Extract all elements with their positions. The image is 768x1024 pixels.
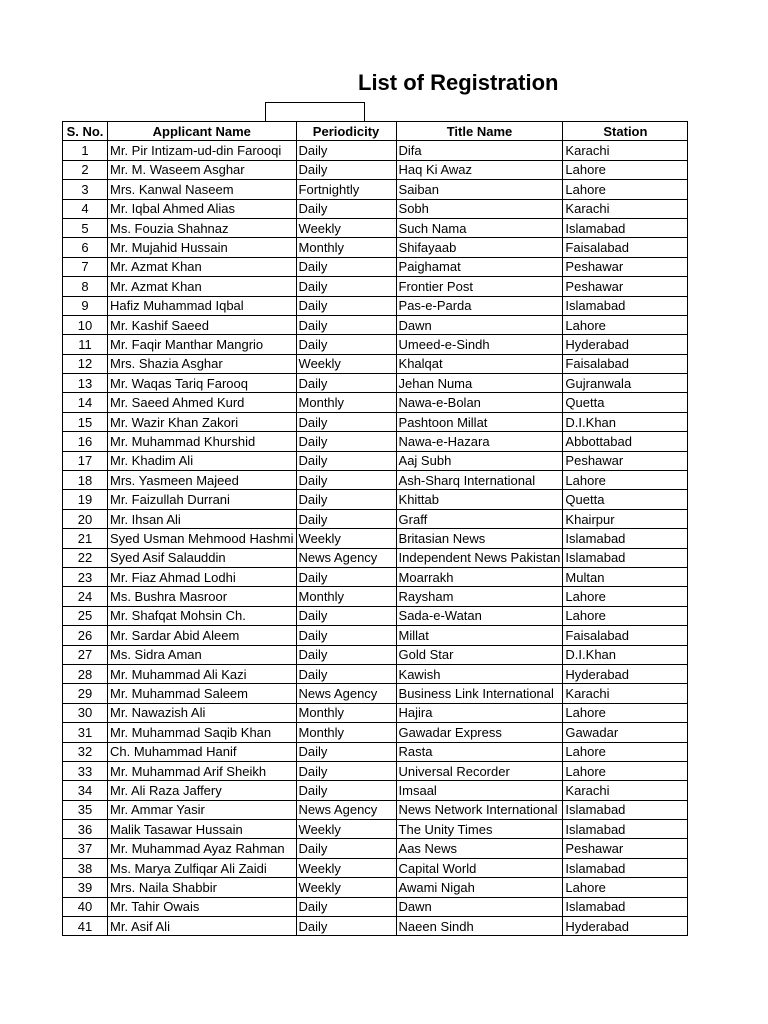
cell-station: Abbottabad	[563, 432, 688, 451]
table-row	[63, 141, 688, 160]
header-periodicity: Periodicity	[296, 122, 396, 141]
cell-periodicity: Daily	[296, 606, 396, 625]
cell-title-name: Dawn	[396, 315, 563, 334]
cell-sno: 30	[63, 703, 108, 722]
cell-station: Karachi	[563, 781, 688, 800]
cell-title-name: Gold Star	[396, 645, 563, 664]
cell-sno: 7	[63, 257, 108, 276]
cell-station: Islamabad	[563, 897, 688, 916]
cell-sno: 38	[63, 858, 108, 877]
table-row	[63, 180, 688, 199]
cell-applicant-name: Mr. Khadim Ali	[108, 451, 297, 470]
cell-applicant-name: Ms. Marya Zulfiqar Ali Zaidi	[108, 858, 297, 877]
cell-applicant-name: Mr. Faizullah Durrani	[108, 490, 297, 509]
cell-station: Islamabad	[563, 218, 688, 237]
cell-title-name: Capital World	[396, 858, 563, 877]
cell-title-name: Raysham	[396, 587, 563, 606]
cell-station: Lahore	[563, 160, 688, 179]
cell-station: D.I.Khan	[563, 645, 688, 664]
cell-periodicity: Monthly	[296, 587, 396, 606]
cell-title-name: Pas-e-Parda	[396, 296, 563, 315]
table-row	[63, 199, 688, 218]
cell-title-name: Such Nama	[396, 218, 563, 237]
page-title: List of Registration	[358, 70, 559, 95]
cell-sno: 25	[63, 606, 108, 625]
cell-sno: 21	[63, 529, 108, 548]
cell-title-name: Aaj Subh	[396, 451, 563, 470]
table-row	[63, 645, 688, 664]
cell-title-name: Naeen Sindh	[396, 917, 563, 936]
table-row	[63, 897, 688, 916]
cell-title-name: Haq Ki Awaz	[396, 160, 563, 179]
cell-periodicity: Weekly	[296, 878, 396, 897]
cell-sno: 14	[63, 393, 108, 412]
cell-applicant-name: Ch. Muhammad Hanif	[108, 742, 297, 761]
cell-sno: 12	[63, 354, 108, 373]
cell-periodicity: Daily	[296, 897, 396, 916]
cell-station: Lahore	[563, 471, 688, 490]
table-row	[63, 374, 688, 393]
table-row	[63, 335, 688, 354]
cell-station: Hyderabad	[563, 917, 688, 936]
cell-applicant-name: Malik Tasawar Hussain	[108, 820, 297, 839]
cell-applicant-name: Ms. Fouzia Shahnaz	[108, 218, 297, 237]
cell-applicant-name: Mr. Ali Raza Jaffery	[108, 781, 297, 800]
cell-periodicity: Daily	[296, 451, 396, 470]
cell-periodicity: Daily	[296, 490, 396, 509]
cell-sno: 19	[63, 490, 108, 509]
header-applicant-name: Applicant Name	[108, 122, 297, 141]
cell-applicant-name: Mrs. Yasmeen Majeed	[108, 471, 297, 490]
cell-sno: 11	[63, 335, 108, 354]
cell-periodicity: Weekly	[296, 218, 396, 237]
cell-title-name: Umeed-e-Sindh	[396, 335, 563, 354]
cell-periodicity: Daily	[296, 471, 396, 490]
table-row	[63, 664, 688, 683]
cell-station: Lahore	[563, 606, 688, 625]
cell-title-name: Rasta	[396, 742, 563, 761]
table-row	[63, 917, 688, 936]
cell-sno: 17	[63, 451, 108, 470]
cell-station: Islamabad	[563, 548, 688, 567]
cell-station: Hyderabad	[563, 664, 688, 683]
cell-applicant-name: Mrs. Naila Shabbir	[108, 878, 297, 897]
cell-title-name: Britasian News	[396, 529, 563, 548]
cell-station: Khairpur	[563, 509, 688, 528]
cell-applicant-name: Mr. Waqas Tariq Farooq	[108, 374, 297, 393]
cell-periodicity: Daily	[296, 761, 396, 780]
cell-applicant-name: Mr. Faqir Manthar Mangrio	[108, 335, 297, 354]
cell-periodicity: Daily	[296, 199, 396, 218]
cell-station: Lahore	[563, 761, 688, 780]
cell-sno: 32	[63, 742, 108, 761]
cell-title-name: Millat	[396, 626, 563, 645]
cell-station: Karachi	[563, 684, 688, 703]
cell-sno: 26	[63, 626, 108, 645]
table-row	[63, 238, 688, 257]
cell-station: Hyderabad	[563, 335, 688, 354]
cell-periodicity: Daily	[296, 141, 396, 160]
cell-title-name: Universal Recorder	[396, 761, 563, 780]
table-row	[63, 878, 688, 897]
header-title-name: Title Name	[396, 122, 563, 141]
header-row	[63, 122, 688, 141]
cell-applicant-name: Mr. Muhammad Saleem	[108, 684, 297, 703]
cell-applicant-name: Mr. Muhammad Ali Kazi	[108, 664, 297, 683]
cell-title-name: Nawa-e-Bolan	[396, 393, 563, 412]
table-row	[63, 490, 688, 509]
cell-sno: 33	[63, 761, 108, 780]
table-row	[63, 509, 688, 528]
cell-station: Lahore	[563, 703, 688, 722]
cell-periodicity: Weekly	[296, 858, 396, 877]
cell-title-name: Hajira	[396, 703, 563, 722]
cell-applicant-name: Mr. Muhammad Saqib Khan	[108, 723, 297, 742]
cell-sno: 8	[63, 277, 108, 296]
cell-sno: 37	[63, 839, 108, 858]
cell-sno: 20	[63, 509, 108, 528]
table-row	[63, 296, 688, 315]
table-row	[63, 567, 688, 586]
table-row	[63, 742, 688, 761]
registration-table	[62, 121, 688, 936]
cell-station: Faisalabad	[563, 354, 688, 373]
cell-periodicity: Daily	[296, 412, 396, 431]
cell-applicant-name: Mr. Azmat Khan	[108, 257, 297, 276]
cell-title-name: Ash-Sharq International	[396, 471, 563, 490]
cell-title-name: Saiban	[396, 180, 563, 199]
cell-sno: 35	[63, 800, 108, 819]
cell-applicant-name: Hafiz Muhammad Iqbal	[108, 296, 297, 315]
cell-sno: 15	[63, 412, 108, 431]
cell-station: Lahore	[563, 742, 688, 761]
table-row	[63, 529, 688, 548]
cell-periodicity: Daily	[296, 917, 396, 936]
cell-title-name: Independent News Pakistan	[396, 548, 563, 567]
table-row	[63, 432, 688, 451]
cell-title-name: Awami Nigah	[396, 878, 563, 897]
header-sno: S. No.	[63, 122, 108, 141]
cell-applicant-name: Mrs. Kanwal Naseem	[108, 180, 297, 199]
cell-applicant-name: Mr. Saeed Ahmed Kurd	[108, 393, 297, 412]
table-row	[63, 218, 688, 237]
table-row	[63, 800, 688, 819]
table-row	[63, 839, 688, 858]
cell-applicant-name: Mr. Muhammad Ayaz Rahman	[108, 839, 297, 858]
table-row	[63, 723, 688, 742]
cell-title-name: Pashtoon Millat	[396, 412, 563, 431]
cell-applicant-name: Mr. Asif Ali	[108, 917, 297, 936]
cell-station: Peshawar	[563, 451, 688, 470]
cell-periodicity: Daily	[296, 664, 396, 683]
cell-sno: 10	[63, 315, 108, 334]
cell-periodicity: Daily	[296, 839, 396, 858]
cell-station: Karachi	[563, 199, 688, 218]
table-row	[63, 548, 688, 567]
cell-title-name: Kawish	[396, 664, 563, 683]
cell-station: Lahore	[563, 315, 688, 334]
cell-applicant-name: Mr. Shafqat Mohsin Ch.	[108, 606, 297, 625]
cell-station: Faisalabad	[563, 238, 688, 257]
cell-applicant-name: Mr. Pir Intizam-ud-din Farooqi	[108, 141, 297, 160]
cell-periodicity: Monthly	[296, 723, 396, 742]
cell-periodicity: Daily	[296, 296, 396, 315]
cell-sno: 2	[63, 160, 108, 179]
cell-station: Islamabad	[563, 296, 688, 315]
cell-station: Lahore	[563, 180, 688, 199]
cell-sno: 27	[63, 645, 108, 664]
cell-sno: 22	[63, 548, 108, 567]
cell-station: Lahore	[563, 878, 688, 897]
cell-periodicity: Daily	[296, 315, 396, 334]
cell-station: Islamabad	[563, 858, 688, 877]
cell-station: Quetta	[563, 393, 688, 412]
cell-periodicity: Daily	[296, 432, 396, 451]
cell-station: Gawadar	[563, 723, 688, 742]
cell-periodicity: Monthly	[296, 393, 396, 412]
cell-applicant-name: Mr. Muhammad Khurshid	[108, 432, 297, 451]
cell-sno: 18	[63, 471, 108, 490]
cell-applicant-name: Mr. Mujahid Hussain	[108, 238, 297, 257]
table-row	[63, 257, 688, 276]
cell-title-name: Khalqat	[396, 354, 563, 373]
cell-applicant-name: Ms. Sidra Aman	[108, 645, 297, 664]
cell-periodicity: Daily	[296, 160, 396, 179]
cell-periodicity: News Agency	[296, 684, 396, 703]
cell-sno: 29	[63, 684, 108, 703]
cell-sno: 9	[63, 296, 108, 315]
cell-sno: 40	[63, 897, 108, 916]
table-row	[63, 858, 688, 877]
cell-title-name: Gawadar Express	[396, 723, 563, 742]
cell-applicant-name: Mr. Azmat Khan	[108, 277, 297, 296]
table-row	[63, 703, 688, 722]
cell-applicant-name: Mr. Kashif Saeed	[108, 315, 297, 334]
cell-periodicity: Fortnightly	[296, 180, 396, 199]
cell-periodicity: Daily	[296, 626, 396, 645]
cell-station: Peshawar	[563, 257, 688, 276]
cell-title-name: The Unity Times	[396, 820, 563, 839]
cell-periodicity: Daily	[296, 335, 396, 354]
cell-applicant-name: Mr. M. Waseem Asghar	[108, 160, 297, 179]
cell-station: Faisalabad	[563, 626, 688, 645]
cell-station: Islamabad	[563, 820, 688, 839]
cell-applicant-name: Mr. Nawazish Ali	[108, 703, 297, 722]
cell-title-name: Paighamat	[396, 257, 563, 276]
table-row	[63, 761, 688, 780]
header-station: Station	[563, 122, 688, 141]
cell-title-name: Shifayaab	[396, 238, 563, 257]
cell-title-name: Dawn	[396, 897, 563, 916]
cell-station: Gujranwala	[563, 374, 688, 393]
cell-periodicity: Weekly	[296, 354, 396, 373]
cell-periodicity: Daily	[296, 374, 396, 393]
cell-periodicity: Monthly	[296, 238, 396, 257]
cell-title-name: Aas News	[396, 839, 563, 858]
cell-station: Islamabad	[563, 529, 688, 548]
cell-station: Quetta	[563, 490, 688, 509]
cell-applicant-name: Mrs. Shazia Asghar	[108, 354, 297, 373]
cell-title-name: Sada-e-Watan	[396, 606, 563, 625]
cell-title-name: Business Link International	[396, 684, 563, 703]
table-body	[63, 141, 688, 936]
cell-applicant-name: Ms. Bushra Masroor	[108, 587, 297, 606]
cell-sno: 23	[63, 567, 108, 586]
cell-sno: 28	[63, 664, 108, 683]
cell-title-name: Moarrakh	[396, 567, 563, 586]
table-row	[63, 160, 688, 179]
cell-sno: 1	[63, 141, 108, 160]
table-row	[63, 277, 688, 296]
cell-applicant-name: Mr. Sardar Abid Aleem	[108, 626, 297, 645]
cell-title-name: News Network International	[396, 800, 563, 819]
cell-periodicity: Daily	[296, 781, 396, 800]
cell-sno: 16	[63, 432, 108, 451]
table-row	[63, 626, 688, 645]
cell-periodicity: Daily	[296, 257, 396, 276]
cell-periodicity: News Agency	[296, 548, 396, 567]
cell-sno: 31	[63, 723, 108, 742]
cell-applicant-name: Mr. Iqbal Ahmed Alias	[108, 199, 297, 218]
cell-title-name: Difa	[396, 141, 563, 160]
table-row	[63, 587, 688, 606]
cell-title-name: Graff	[396, 509, 563, 528]
table-row	[63, 451, 688, 470]
cell-periodicity: Daily	[296, 567, 396, 586]
table-row	[63, 781, 688, 800]
cell-periodicity: Weekly	[296, 529, 396, 548]
cell-applicant-name: Mr. Ihsan Ali	[108, 509, 297, 528]
cell-periodicity: Daily	[296, 742, 396, 761]
cell-sno: 41	[63, 917, 108, 936]
table-row	[63, 684, 688, 703]
cell-sno: 34	[63, 781, 108, 800]
cell-sno: 4	[63, 199, 108, 218]
cell-sno: 13	[63, 374, 108, 393]
table-row	[63, 606, 688, 625]
cell-periodicity: Daily	[296, 277, 396, 296]
cell-title-name: Imsaal	[396, 781, 563, 800]
table-row	[63, 354, 688, 373]
cell-periodicity: Weekly	[296, 820, 396, 839]
cell-applicant-name: Syed Asif Salauddin	[108, 548, 297, 567]
cell-station: Peshawar	[563, 277, 688, 296]
cell-sno: 36	[63, 820, 108, 839]
cell-applicant-name: Mr. Tahir Owais	[108, 897, 297, 916]
cell-station: Peshawar	[563, 839, 688, 858]
cell-periodicity: Daily	[296, 645, 396, 664]
cell-station: Multan	[563, 567, 688, 586]
table-row	[63, 820, 688, 839]
cell-title-name: Khittab	[396, 490, 563, 509]
cell-station: D.I.Khan	[563, 412, 688, 431]
cell-applicant-name: Mr. Wazir Khan Zakori	[108, 412, 297, 431]
cell-title-name: Frontier Post	[396, 277, 563, 296]
cell-periodicity: News Agency	[296, 800, 396, 819]
table-row	[63, 471, 688, 490]
cell-sno: 6	[63, 238, 108, 257]
table-row	[63, 315, 688, 334]
cell-sno: 5	[63, 218, 108, 237]
cell-station: Lahore	[563, 587, 688, 606]
cell-sno: 24	[63, 587, 108, 606]
cell-applicant-name: Mr. Fiaz Ahmad Lodhi	[108, 567, 297, 586]
cell-applicant-name: Mr. Muhammad Arif Sheikh	[108, 761, 297, 780]
table-row	[63, 412, 688, 431]
cell-station: Karachi	[563, 141, 688, 160]
cell-periodicity: Monthly	[296, 703, 396, 722]
empty-header-cell	[265, 102, 365, 121]
cell-title-name: Nawa-e-Hazara	[396, 432, 563, 451]
cell-periodicity: Daily	[296, 509, 396, 528]
table-row	[63, 393, 688, 412]
cell-title-name: Sobh	[396, 199, 563, 218]
cell-title-name: Jehan Numa	[396, 374, 563, 393]
cell-applicant-name: Syed Usman Mehmood Hashmi	[108, 529, 297, 548]
cell-applicant-name: Mr. Ammar Yasir	[108, 800, 297, 819]
cell-station: Islamabad	[563, 800, 688, 819]
cell-sno: 39	[63, 878, 108, 897]
cell-sno: 3	[63, 180, 108, 199]
